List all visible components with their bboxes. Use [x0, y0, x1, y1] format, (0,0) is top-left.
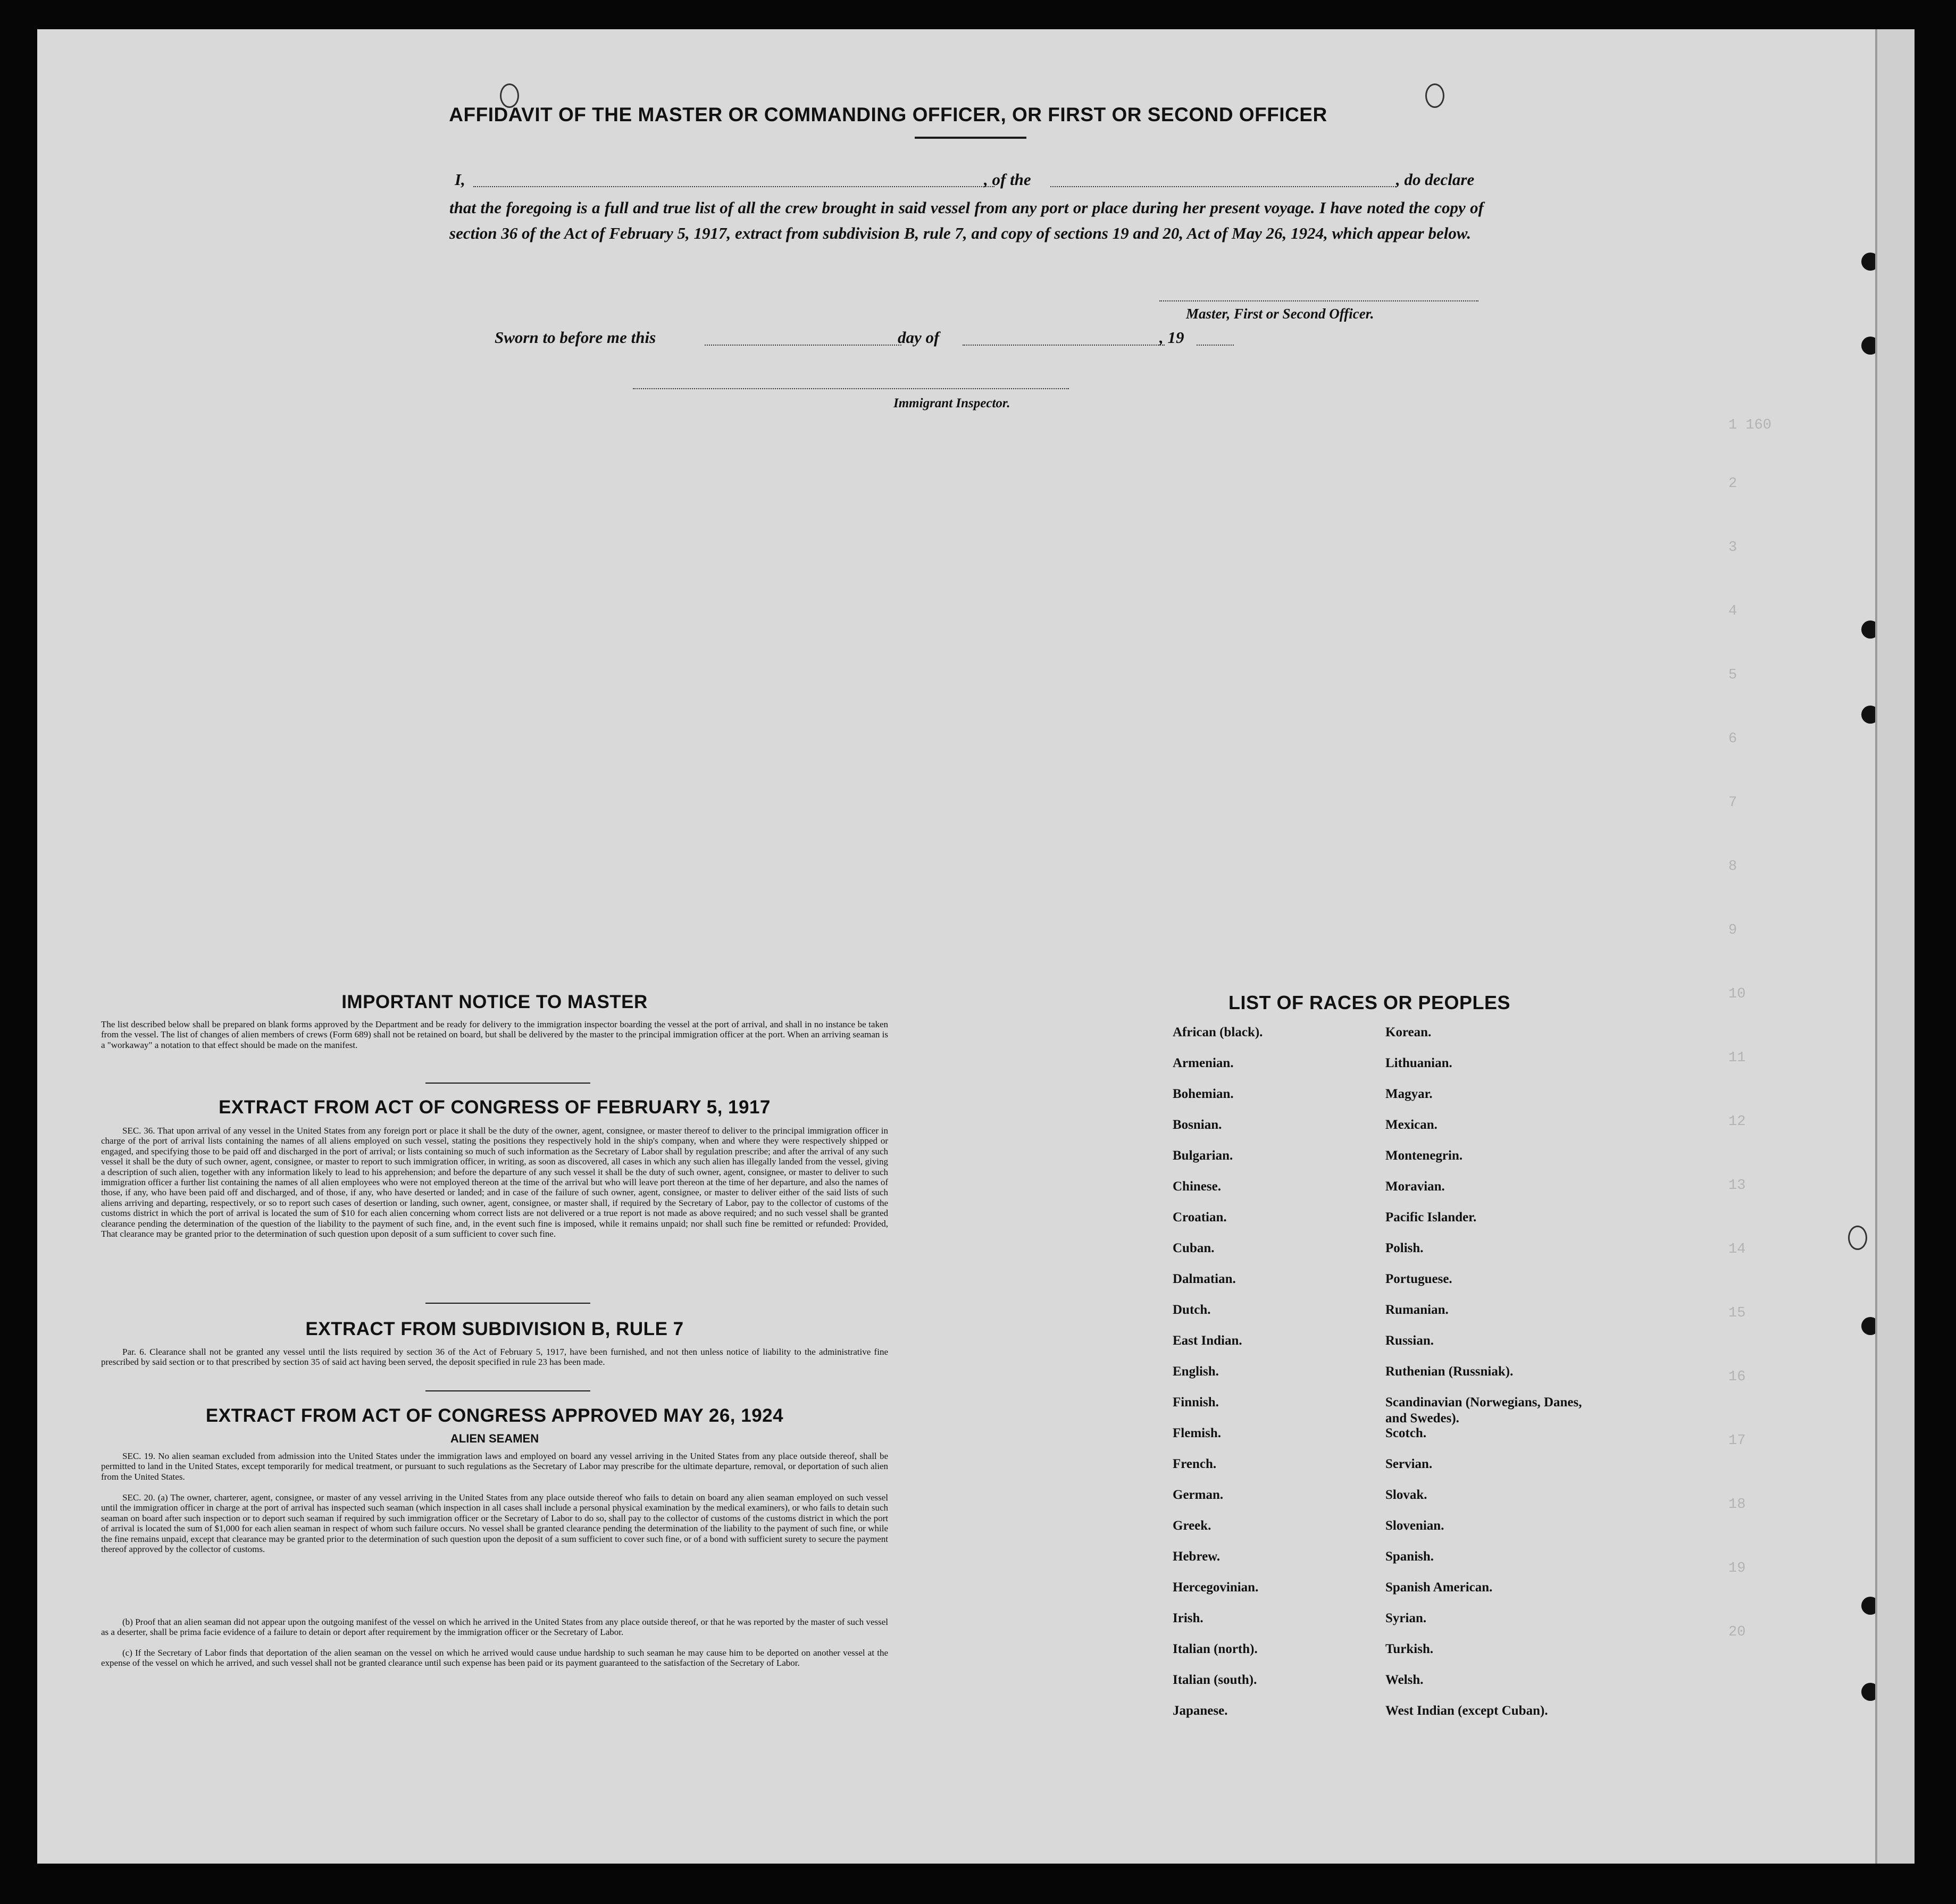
race-item: Croatian. — [1173, 1210, 1227, 1224]
day-of-label: day of — [898, 328, 940, 347]
race-item: Portuguese. — [1385, 1272, 1452, 1286]
race-item: Finnish. — [1173, 1395, 1219, 1410]
notice-body: The list described below shall be prepared on blank forms approved by the Department and be ready for delivery to the immigration inspector boarding the vessel at the port of arrival, and shall in no instance be taken from the vessel. The list of changes of alien members of crews (Form 689) shall not be retained on board, but shall be delivered by the master to the principal immigration officer at the port. When an arriving seaman is a "workaway" a notation to that effect should be made on the manifest. — [101, 1019, 888, 1050]
document-page: 1 160 2 3 4 5 6 7 8 9 10 11 12 13 14 15 16 17 18 19 20 AFFIDAVIT OF THE MASTER OR COMMANDING OFFICER, OR FIRST OR SECOND OFFICER I, , of the , do declare that the foregoing is a full and true list of all the crew brought in said vessel from any port or place during her present voyage. I have noted the copy of section 36 of the Act of February 5, 1917, extract from subdivision B, rule 7, and copy of sections 19 and 20, Act of May 26, 1924, which appear below. Master, First or Second Officer. Sworn to before me this day of , 19 Immigrant Inspector. IMPORTANT NOTICE TO MASTER The list described below shall be prepared on blank forms approved by the Department and be ready for delivery to the immigration inspector boarding the vessel at the port of arrival, and shall in no instance be taken from the vessel. The list of changes of alien members of crews (Form 689) shall not be retained on board, but shall be delivered by the master to the principal immigration officer at the port. When an arriving seaman is a "workaway" a notation to that effect should be made on the manifest. EXTRACT FROM ACT OF CONGRESS OF FEBRUARY 5, 1917 SEC. 36. That upon arrival of any vessel in the United States from any foreign port or place it shall be the duty of the owner, agent, consignee, or master thereof to deliver to the principal immigration officer in charge of the port of arrival lists containing the names of all aliens employed on such vessel, stating the positions they respectively hold in the ship's company, when and where they were respectively shipped or engaged, and specifying those to be paid off and discharged in the port of arrival; or lists containing so much of such information as the Secretary of Labor shall by regulation prescribe; and after the arrival of any such vessel it shall be the duty of such owner, agent, consignee, or master to report to such immigration officer, in writing, as soon as discovered, all cases in which any such alien has illegally landed from the vessel, giving a description of such alien, together with any information likely to lead to his apprehension; and before the departure of any such vessel it shall be the duty of such owner, agent, consignee, or master to deliver to such immigration officer a further list containing the names of all alien employees who were not employed thereon at the time of the arrival but who will leave port thereon at the time of her departure, and also the names of those, if any, who have been paid off and discharged, and of those, if any, who have deserted or landed; and in case of the failure of such owner, agent, consignee, or master to deliver either of the said lists of such aliens arriving and departing, respectively, or so to report such cases of desertion or landing, such owner, agent, consignee, or master shall, if required by the Secretary of Labor, pay to the collector of customs of the customs district in which the port of arrival is located the sum of $10 for each alien concerning whom correct lists are not delivered or a true report is not made as above required; and no such vessel shall be granted clearance pending the determination of the question of the liability to the payment of such fine, and, in the event such fine is imposed, while it remains unpaid; nor shall such fine be remitted or refunded: Provided, That clearance may be granted prior to the determination of such question upon deposit of a sum sufficient to cover such fine. EXTRACT FROM SUBDIVISION B, RULE 7 Par. 6. Clearance shall not be granted any vessel until the lists required by section 36 of the Act of February 5, 1917, have been furnished, and not then unless notice of liability to the administrative fine prescribed by said section or to that prescribed by section 35 of said act having been served, the deposit specified in rule 23 has been made. EXTRACT FROM ACT OF CONGRESS APPROVED MAY 26, 1924 ALIEN SEAMEN SEC. 19. No alien seaman excluded from admission into the United States under the immigration laws and employed on board any vessel arriving in the United States from any place outside thereof, shall be permitted to land in the United States, except temporarily for medical treatment, or pursuant to such regulations as the Secretary of Labor may prescribe for the ultimate departure, removal, or deportation of such alien from the United States. SEC. 20. (a) The owner, charterer, agent, consignee, or master of any vessel arriving in the United States from any place outside thereof who fails to detain on board any alien seaman employed on such vessel until the immigration officer in charge at the port of arrival has inspected such seaman (which inspection in all cases shall include a personal physical examination by the medical examiners), or who fails to detain such seaman on board after such inspection or to deport such seaman if required by such immigration officer or the Secretary of Labor to do so, shall pay to the collector of customs of the customs district in which the port of arrival is located the sum of $1,000 for each alien seaman in respect of whom such failure occurs. No vessel shall be granted clearance pending the determination of the liability to the payment of such fine, or while the fine remains unpaid, except that clearance may be granted prior to the determination of such question upon the deposit of a sum sufficient to cover such fine, or of a bond with sufficient surety to secure the payment thereof approved by the collector of customs. (b) Proof that an alien seaman did not appear upon the outgoing manifest of the vessel on which he arrived in the United States from any place outside thereof, or that he was reported by the master of such vessel as a deserter, shall be prima facie evidence of a failure to detain or deport after requirement by the immigration officer or the Secretary of Labor. (c) If the Secretary of Labor finds that deportation of the alien seaman on the vessel on which he arrived would cause undue hardship to such seaman he may cause him to be deported on another vessel at the expense of the vessel on which he arrived, and such vessel shall not be granted clearance until such expense has been paid or its payment guaranteed to the satisfaction of the Secretary of Labor. LIST OF RACES OR PEOPLES African (black). Armenian. Bohemian. Bosnian. Bulgarian. Chinese. Croatian. Cuban. Dalmatian. Dutch. East Indian. English. Finnish. Flemish. French. German. Greek. Hebrew. Hercegovinian. Irish. Italian (north). Italian (south). Japanese. Korean. Lithuanian. Magyar. Mexican. Montenegrin. Moravian. Pacific Islander. Polish. Portuguese. Rumanian. Russian. Ruthenian (Russniak). Scandinavian (Norwegians, Danes, and Swedes). Scotch. Servian. Slovak. Slovenian. Spanish. Spanish American. Syrian. Turkish. Welsh. West Indian (except Cuban). — [37, 29, 1915, 1864]
divider-1 — [425, 1083, 590, 1084]
race-item: Slovenian. — [1385, 1519, 1444, 1533]
race-item: French. — [1173, 1457, 1217, 1471]
race-item: Mexican. — [1385, 1118, 1437, 1132]
punch-ring-icon — [500, 83, 519, 108]
sworn-label: Sworn to before me this — [495, 328, 656, 347]
affidavit-i: I, — [455, 170, 465, 189]
extract-1924-sec19: SEC. 19. No alien seaman excluded from admission into the United States under the immigration laws and employed on board any vessel arriving in the United States from any place outside thereof, shall be permitted to land in the United States, except temporarily for medical treatment, or pursuant to such regulations as the Secretary of Labor may prescribe for the ultimate departure, removal, or deportation of such alien from the United States. — [101, 1451, 888, 1482]
race-item: Spanish. — [1385, 1549, 1434, 1564]
race-item: Japanese. — [1173, 1704, 1228, 1718]
race-item: Italian (south). — [1173, 1673, 1257, 1687]
race-item: Dutch. — [1173, 1303, 1211, 1317]
race-item: Hebrew. — [1173, 1549, 1221, 1564]
race-item: Italian (north). — [1173, 1642, 1258, 1656]
race-item: Servian. — [1385, 1457, 1433, 1471]
vessel-name-line[interactable] — [1050, 186, 1396, 187]
race-item: Pacific Islander. — [1385, 1210, 1477, 1224]
race-item: Bulgarian. — [1173, 1148, 1233, 1163]
race-item: Ruthenian (Russniak). — [1385, 1364, 1514, 1379]
extract-rule7-body: Par. 6. Clearance shall not be granted any vessel until the lists required by section 36 of the Act of February 5, 1917, have been furnished, and not then unless notice of liability to the administrative fine prescribed by said section or to that prescribed by section 35 of said act having been served, the deposit specified in rule 23 has been made. — [101, 1347, 888, 1368]
inspector-signature-line[interactable] — [633, 388, 1069, 389]
race-item: Flemish. — [1173, 1426, 1221, 1440]
master-signature-line[interactable] — [1159, 300, 1478, 301]
binder-ring-icon — [1848, 1226, 1867, 1250]
race-item: Dalmatian. — [1173, 1272, 1236, 1286]
race-item: Hercegovinian. — [1173, 1580, 1259, 1595]
page-edge — [1875, 29, 1915, 1864]
extract-1924-subtitle: ALIEN SEAMEN — [450, 1432, 539, 1445]
extract-1924-sec20a: SEC. 20. (a) The owner, charterer, agent, consignee, or master of any vessel arriving in the United States from any place outside thereof who fails to detain on board any alien seaman employed on such vessel until the immigration officer in charge at the port of arrival has inspected such seaman (which inspection in all cases shall include a personal physical examination by the medical examiners), or who fails to detain such seaman on board after such inspection or to deport such seaman if required by such immigration officer or the Secretary of Labor to do so, shall pay to the collector of customs of the customs district in which the port of arrival is located the sum of $1,000 for each alien seaman in respect of whom such failure occurs. No vessel shall be granted clearance pending the determination of the liability to the payment of such fine, or while the fine remains unpaid, except that clearance may be granted prior to the determination of such question upon the deposit of a sum sufficient to cover such fine, or of a bond with sufficient surety to secure the payment thereof approved by the collector of customs. — [101, 1492, 888, 1555]
race-item: East Indian. — [1173, 1333, 1242, 1348]
races-list-column-2 — [1385, 1025, 1587, 1734]
sworn-day-line[interactable] — [705, 345, 901, 346]
race-item: Scandinavian (Norwegians, Danes, and Swedes). — [1385, 1395, 1582, 1425]
race-item: Syrian. — [1385, 1611, 1427, 1625]
inspector-label: Immigrant Inspector. — [893, 396, 1010, 410]
extract-rule7-title: EXTRACT FROM SUBDIVISION B, RULE 7 — [305, 1319, 684, 1339]
race-item: African (black). — [1173, 1025, 1263, 1039]
extract-1917-title: EXTRACT FROM ACT OF CONGRESS OF FEBRUARY 5, 1917 — [219, 1097, 771, 1118]
year-label: , 19 — [1159, 328, 1184, 347]
race-item: Bosnian. — [1173, 1118, 1222, 1132]
races-title: LIST OF RACES OR PEOPLES — [1228, 992, 1511, 1013]
race-item: West Indian (except Cuban). — [1385, 1704, 1548, 1718]
race-item: Rumanian. — [1385, 1303, 1449, 1317]
race-item: Spanish American. — [1385, 1580, 1493, 1595]
race-item: Montenegrin. — [1385, 1148, 1463, 1163]
extract-1924-sec20c: (c) If the Secretary of Labor finds that deportation of the alien seaman on the vessel on which he arrived would cause undue hardship to such seaman he may cause him to be deported on another vessel at the expense of the vessel on which he arrived, and such vessel shall not be granted clearance until such expense has been paid or its payment guaranteed to the satisfaction of the Secretary of Labor. — [101, 1648, 888, 1668]
master-label: Master, First or Second Officer. — [1186, 306, 1374, 322]
sworn-month-line[interactable] — [963, 345, 1165, 346]
affidavit-of-the: , of the — [984, 170, 1031, 189]
races-list-column-1 — [1173, 1025, 1263, 1734]
divider-2 — [425, 1303, 590, 1304]
race-item: Magyar. — [1385, 1087, 1433, 1101]
declarant-name-line[interactable] — [473, 186, 994, 187]
race-item: Armenian. — [1173, 1056, 1234, 1070]
punch-ring-icon — [1425, 83, 1444, 108]
affidavit-do-declare: , do declare — [1396, 170, 1475, 189]
race-item: Chinese. — [1173, 1179, 1221, 1194]
race-item: Welsh. — [1385, 1673, 1424, 1687]
race-item: Greek. — [1173, 1519, 1211, 1533]
title-underline — [915, 137, 1026, 139]
extract-1924-title: EXTRACT FROM ACT OF CONGRESS APPROVED MAY 26, 1924 — [205, 1405, 784, 1426]
race-item: Lithuanian. — [1385, 1056, 1452, 1070]
race-item: Turkish. — [1385, 1642, 1434, 1656]
race-item: Korean. — [1385, 1025, 1432, 1039]
divider-3 — [425, 1390, 590, 1391]
race-item: Cuban. — [1173, 1241, 1215, 1255]
extract-1917-body: SEC. 36. That upon arrival of any vessel in the United States from any foreign port or place it shall be the duty of the owner, agent, consignee, or master thereof to deliver to the principal immigration officer in charge of the port of arrival lists containing the names of all aliens employed on such vessel, stating the positions they respectively hold in the ship's company, when and where they were respectively shipped or engaged, and specifying those to be paid off and discharged in the port of arrival; or lists containing so much of such information as the Secretary of Labor shall by regulation prescribe; and after the arrival of any such vessel it shall be the duty of such owner, agent, consignee, or master to report to such immigration officer, in writing, as soon as discovered, all cases in which any such alien has illegally landed from the vessel, giving a description of such alien, together with any information likely to lead to his apprehension; and before the departure of any such vessel it shall be the duty of such owner, agent, consignee, or master to deliver to such immigration officer a further list containing the names of all alien employees who were not employed thereon at the time of the arrival but who will leave port thereon at the time of her departure, and also the names of those, if any, who have been paid off and discharged, and of those, if any, who have deserted or landed; and in case of the failure of such owner, agent, consignee, or master to deliver either of the said lists of such aliens arriving and departing, respectively, or so to report such cases of desertion or landing, such owner, agent, consignee, or master shall, if required by the Secretary of Labor, pay to the collector of customs of the customs district in which the port of arrival is located the sum of $10 for each alien concerning whom correct lists are not delivered or a true report is not made as above required; and no such vessel shall be granted clearance pending the determination of the question of the liability to the payment of such fine, and, in the event such fine is imposed, while it remains unpaid; nor shall such fine be remitted or refunded: Provided, That clearance may be granted prior to the determination of such question upon deposit of a sum sufficient to cover such fine. — [101, 1126, 888, 1239]
race-item: Irish. — [1173, 1611, 1203, 1625]
race-item: Bohemian. — [1173, 1087, 1234, 1101]
sworn-year-line[interactable] — [1197, 345, 1234, 346]
race-item: Scotch. — [1385, 1426, 1427, 1440]
race-item: Polish. — [1385, 1241, 1424, 1255]
race-item: Moravian. — [1385, 1179, 1445, 1194]
race-item: German. — [1173, 1488, 1224, 1502]
race-item: English. — [1173, 1364, 1219, 1379]
race-item: Russian. — [1385, 1333, 1434, 1348]
race-item: Slovak. — [1385, 1488, 1427, 1502]
affidavit-title: AFFIDAVIT OF THE MASTER OR COMMANDING OFFICER, OR FIRST OR SECOND OFFICER — [449, 104, 1327, 125]
extract-1924-sec20b: (b) Proof that an alien seaman did not appear upon the outgoing manifest of the vessel on which he arrived in the United States from any place outside thereof, or that he was reported by the master of such vessel as a deserter, shall be prima facie evidence of a failure to detain or deport after requirement by the immigration officer or the Secretary of Labor. — [101, 1617, 888, 1638]
notice-title: IMPORTANT NOTICE TO MASTER — [341, 992, 648, 1012]
affidavit-paragraph: that the foregoing is a full and true list of all the crew brought in said vessel from any port or place during her present voyage. I have noted the copy of section 36 of the Act of February 5, 1917, extract from subdivision B, rule 7, and copy of sections 19 and 20, Act of May 26, 1924, which appear below. — [449, 198, 1484, 242]
